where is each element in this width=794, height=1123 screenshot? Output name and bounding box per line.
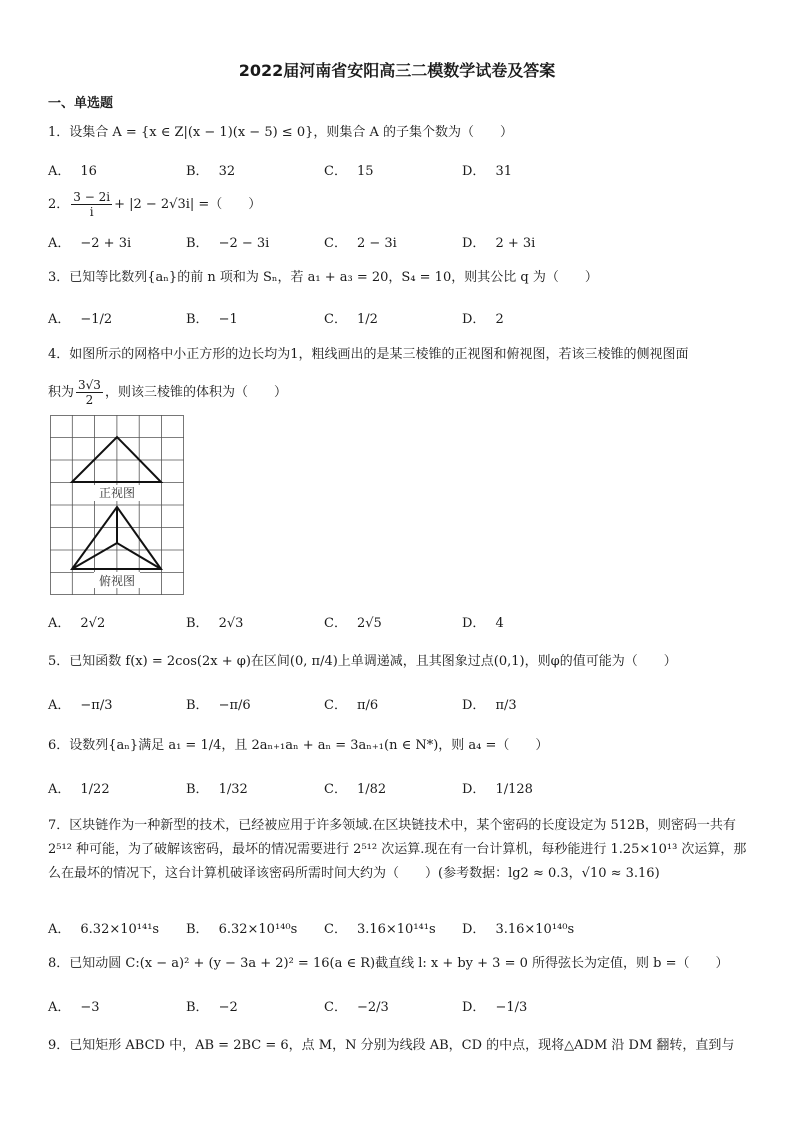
question-number: 3． [48, 270, 70, 285]
question-2 [48, 190, 261, 219]
question-9 [48, 1036, 734, 1056]
option-c[interactable]: C． 1/2 [324, 312, 378, 327]
options-1 [48, 160, 748, 184]
option-d[interactable]: D． −1/3 [462, 1000, 528, 1015]
options-8 [48, 996, 748, 1020]
question-5 [48, 652, 677, 672]
question-number: 5． [48, 654, 70, 669]
question-text: 已知动圆 C:(x − a)² + (y − 3a + 2)² = 16(a ∈ R)截直线 l: x + by + 3 = 0 所得弦长为定值，则 b =（ ） [69, 956, 729, 971]
option-a[interactable]: A． 6.32×10¹⁴¹s [48, 922, 160, 937]
question-text: 区块链作为一种新型的技术，已经被应用于许多领域.在区块链技术中，某个密码的长度设定为 512B，则密码一共有 2⁵¹² 种可能，为了破解该密码，最坏的情况需要进行 2⁵¹² 次运算.现在有一台计算机，每秒能进行 1.25×10¹³ 次运算，那么在最坏的情况下，这台计算机破译该密码所需时间大约为（ ）(参考数据：lg2 ≈ 0.3，√10 ≈ 3.16) [48, 818, 747, 881]
options-7 [48, 918, 748, 942]
question-8 [48, 954, 729, 974]
question-number: 7． [48, 818, 70, 833]
option-a[interactable]: A． 1/22 [48, 782, 110, 797]
option-d[interactable]: D． 31 [462, 164, 512, 179]
option-d[interactable]: D． 2 + 3i [462, 236, 536, 251]
section-heading: 一、单选题 [48, 96, 114, 111]
question-number: 6． [48, 738, 70, 753]
top-view-label: 俯视图 [98, 574, 136, 588]
question-1 [48, 123, 513, 143]
options-3 [48, 308, 748, 332]
question-3 [48, 268, 598, 288]
fraction: $\frac{3√3}{2}$ [78, 378, 101, 407]
question-text: 已知函数 f(x) = 2cos(2x + φ)在区间(0, π/4)上单调递减，且其图象过点(0,1)，则φ的值可能为（ ） [69, 654, 677, 669]
option-b[interactable]: B． 32 [186, 164, 236, 179]
question-6 [48, 736, 548, 756]
question-4-line2: 积为 $\frac{3√3}{2}$ ，则该三棱锥的体积为（ ） [48, 378, 287, 407]
question-text: + |2 − 2√3i| =（ ） [114, 197, 262, 212]
option-a[interactable]: A． −1/2 [48, 312, 113, 327]
option-b[interactable]: B． 2√3 [186, 616, 244, 631]
option-a[interactable]: A． 2√2 [48, 616, 106, 631]
option-c[interactable]: C． 2 − 3i [324, 236, 397, 251]
option-d[interactable]: D． 2 [462, 312, 504, 327]
page-title: 2022届河南省安阳高三二模数学试卷及答案 [238, 61, 556, 80]
option-c[interactable]: C． 3.16×10¹⁴¹s [324, 922, 436, 937]
option-c[interactable]: C． 15 [324, 164, 374, 179]
option-b[interactable]: B． −π/6 [186, 698, 251, 713]
front-view-label: 正视图 [98, 486, 136, 500]
option-b[interactable]: B． −2 [186, 1000, 238, 1015]
option-b[interactable]: B． −1 [186, 312, 238, 327]
option-d[interactable]: D． 1/128 [462, 782, 533, 797]
option-c[interactable]: C． 1/82 [324, 782, 387, 797]
option-a[interactable]: A． −3 [48, 1000, 100, 1015]
question-text: 如图所示的网格中小正方形的边长均为1，粗线画出的是某三棱锥的正视图和俯视图，若该三棱锥的侧视图面 [69, 347, 689, 362]
option-a[interactable]: A． 16 [48, 164, 97, 179]
options-2 [48, 232, 748, 256]
option-d[interactable]: D． 3.16×10¹⁴⁰s [462, 922, 575, 937]
options-6 [48, 778, 748, 802]
question-number: 1． [48, 125, 70, 140]
option-a[interactable]: A． −π/3 [48, 698, 113, 713]
option-d[interactable]: D． π/3 [462, 698, 517, 713]
question-4 [48, 345, 689, 365]
options-4 [48, 612, 748, 636]
question-number: 8． [48, 956, 70, 971]
question-text: 设集合 A = {x ∈ Z|(x − 1)(x − 5) ≤ 0}，则集合 A 的子集个数为（ ） [69, 125, 514, 140]
grid-figure [50, 415, 184, 595]
question-7 [48, 814, 748, 886]
question-number: 2． [48, 197, 70, 212]
question-text: 设数列{aₙ}满足 a₁ = 1/4，且 2aₙ₊₁aₙ + aₙ = 3aₙ₊₁(n ∈ N*)，则 a₄ =（ ） [69, 738, 549, 753]
question-text: 已知矩形 ABCD 中，AB = 2BC = 6，点 M，N 分别为线段 AB，CD 的中点，现将△ADM 沿 DM 翻转，直到与 [69, 1038, 735, 1053]
question-number: 4． [48, 347, 70, 362]
option-c[interactable]: C． π/6 [324, 698, 379, 713]
options-5 [48, 694, 748, 718]
option-c[interactable]: C． −2/3 [324, 1000, 389, 1015]
fraction: $\frac{3 - 2i}{i}$ [73, 190, 111, 219]
option-b[interactable]: B． 1/32 [186, 782, 248, 797]
question-number: 9． [48, 1038, 70, 1053]
option-b[interactable]: B． −2 − 3i [186, 236, 270, 251]
option-c[interactable]: C． 2√5 [324, 616, 382, 631]
option-a[interactable]: A． −2 + 3i [48, 236, 132, 251]
question-text: 已知等比数列{aₙ}的前 n 项和为 Sₙ，若 a₁ + a₃ = 20，S₄ = 10，则其公比 q 为（ ） [69, 270, 598, 285]
option-d[interactable]: D． 4 [462, 616, 504, 631]
option-b[interactable]: B． 6.32×10¹⁴⁰s [186, 922, 298, 937]
